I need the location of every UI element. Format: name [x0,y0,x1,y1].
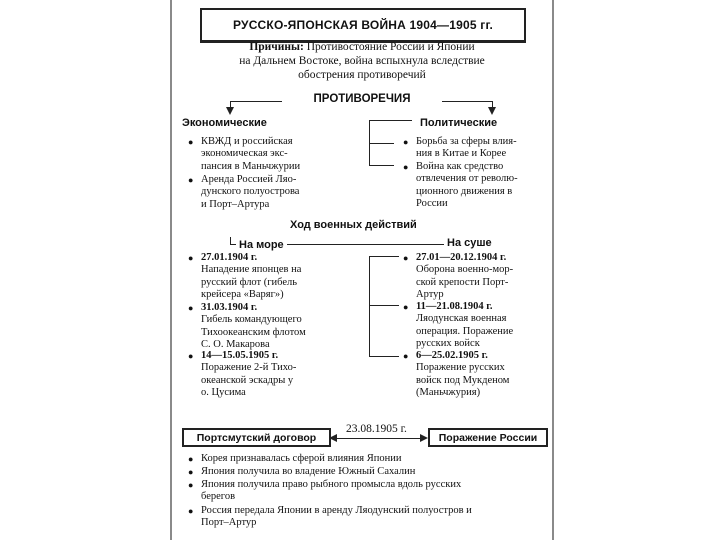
political-tick-1 [369,143,394,144]
causes-line-1: Противостояние России и Японии [306,41,475,53]
land-tick-1 [369,256,399,257]
bullet-icon: ● [403,137,409,147]
list-item: ● 27.01.1904 г. Нападение японцев на русский флот (гибель крейсера «Варяг») [188,252,302,301]
bullet-icon: ● [188,467,194,477]
list-item: ● Япония получила во владение Южный Сахалин [188,466,416,477]
bullet-icon: ● [403,162,409,172]
bullet-icon: ● [403,351,409,361]
bullet-icon: ● [188,351,194,361]
course-heading: Ход военных действий [290,219,417,231]
land-bracket [369,256,370,356]
arrow-right-icon [420,434,428,442]
land-tick-3 [369,356,399,357]
bullet-icon: ● [188,175,194,185]
list-item: ● Борьба за сферы влия- ния в Китае и Корее [403,136,517,160]
arrow-down-left-icon [226,107,234,115]
causes-line-2: на Дальнем Востоке, война вспыхнула вследствие [239,55,485,67]
economic-heading: Экономические [182,117,267,129]
bullet-icon: ● [188,506,194,516]
causes-line-3: обострения противоречий [298,69,426,81]
sea-heading: На море [236,239,287,251]
bullet-icon: ● [188,253,194,263]
bullet-icon: ● [403,253,409,263]
list-item: ● Япония получила право рыбного промысла вдоль русских берегов [188,479,462,503]
land-tick-2 [369,305,399,306]
contradictions-heading: ПРОТИВОРЕЧИЯ [282,93,442,105]
sea-connector [230,237,231,244]
treaty-label: Портсмутский договор [196,431,317,444]
page-title: РУССКО-ЯПОНСКАЯ ВОЙНА 1904—1905 гг. [232,18,493,32]
list-item: ● КВЖД и российская экономическая экс- пансия в Маньчжурии [188,136,301,172]
arrow-left-icon [329,434,337,442]
arrow-down-right-icon [488,107,496,115]
causes-block [182,40,542,82]
bullet-icon: ● [403,302,409,312]
bullet-icon: ● [188,454,194,464]
bullet-icon: ● [188,480,194,490]
political-tick-2 [369,165,394,166]
treaty-date: 23.08.1905 г. [346,423,407,435]
list-item: ● Аренда Россией Ляо- дунского полуострова и Порт–Артура [188,174,300,210]
list-item: ● 14—15.05.1905 г. Поражение 2-й Тихо- океанской эскадры у о. Цусима [188,350,297,399]
political-bracket-top [369,120,412,121]
list-item: ● 11—21.08.1904 г. Ляодунская военная операция. Поражение русских войск [403,301,514,350]
list-item: ● Корея признавалась сферой влияния Японии [188,453,402,464]
outcome-line [331,438,423,439]
defeat-box [428,428,548,447]
political-heading: Политические [420,117,498,129]
list-item: ● 31.03.1904 г. Гибель командующего Тихоокеанским флотом С. О. Макарова [188,302,306,351]
title-box [200,8,526,43]
list-item: ● Война как средство отвлечения от револю- ционного движения в России [403,161,518,210]
causes-label: Причины: [249,41,304,53]
bullet-icon: ● [188,137,194,147]
scheme-page [170,0,554,540]
land-heading: На суше [444,237,495,249]
list-item: ● Россия передала Японии в аренду Ляодунский полуостров и Порт–Артур [188,505,472,529]
bullet-icon: ● [188,303,194,313]
treaty-box [182,428,331,447]
defeat-label: Поражение России [438,431,538,444]
list-item: ● 27.01—20.12.1904 г. Оборона военно-мор- ской крепости Порт- Артур [403,252,514,301]
list-item: ● 6—25.02.1905 г. Поражение русских войск под Мукденом (Маньчжурия) [403,350,510,399]
